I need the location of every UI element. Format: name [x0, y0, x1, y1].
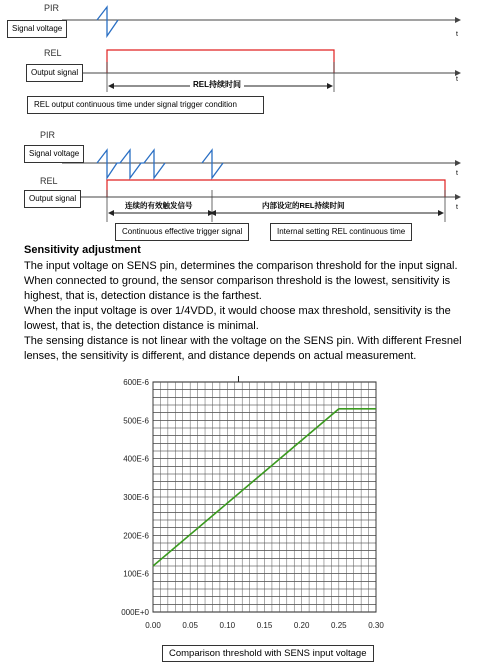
continuous-trigger-box: Continuous effective trigger signal: [115, 223, 249, 241]
rel-output-1: [107, 50, 334, 73]
y-tick-label: 400E-6: [123, 454, 149, 464]
rel-label-1: REL: [44, 48, 62, 58]
y-tick-label: 000E+0: [121, 608, 149, 617]
output-signal-box-2: Output signal: [24, 190, 81, 208]
y-tick-label: 200E-6: [123, 531, 149, 541]
internal-setting-box: Internal setting REL continuous time: [270, 223, 412, 241]
pir-pulses-2a: [97, 150, 165, 178]
section-title: Sensitivity adjustment: [24, 244, 141, 256]
t-label-2a: t: [456, 170, 458, 177]
pir-label-1: PIR: [44, 3, 60, 13]
x-tick-label: 0.30: [368, 621, 384, 630]
t-label-1b: t: [456, 76, 458, 83]
sensitivity-paragraph-2: When the input voltage is over 1/4VDD, it would choose max threshold, sensitivity is the lowest, that is, the detection distance is minimal.: [24, 305, 451, 332]
rel-hold-label: REL持续时间: [190, 79, 244, 90]
rel-label-2: REL: [40, 176, 58, 186]
continuous-trigger-cn: 连续的有效触发信号: [125, 201, 193, 210]
internal-setting-cn: 内部设定的REL持续时间: [262, 201, 345, 210]
pir-pulse-1: [97, 7, 118, 36]
sensitivity-paragraph-3: The sensing distance is not linear with the voltage on the SENS pin. With different Fresnel lenses, the sensitivity is different, and distance depends on actual measurement.: [24, 335, 462, 362]
signal-voltage-box-2: Signal voltage: [24, 145, 84, 163]
y-tick-label: 500E-6: [123, 416, 149, 426]
pir-label-2: PIR: [40, 130, 56, 140]
x-tick-label: 0.25: [331, 621, 347, 630]
chart-caption: Comparison threshold with SENS input voltage: [162, 645, 374, 662]
signal-voltage-box-1: Signal voltage: [7, 20, 67, 38]
x-tick-label: 0.10: [219, 621, 236, 630]
sensitivity-paragraph-1: The input voltage on SENS pin, determines the comparison threshold for the input signal. When connected to ground, the sensor comparison threshold is the lowest, sensitivity is highest, that is, detection distance is the farthest.: [24, 260, 458, 302]
output-signal-box-1: Output signal: [26, 64, 83, 82]
pir-pulse-2b: [202, 150, 223, 178]
t-label-2b: t: [456, 204, 458, 211]
y-tick-label: 600E-6: [123, 378, 149, 387]
x-tick-label: 0.05: [182, 621, 198, 630]
x-tick-label: 0.00: [145, 621, 161, 630]
y-tick-label: 300E-6: [123, 493, 149, 502]
x-tick-label: 0.15: [256, 621, 273, 630]
x-tick-label: 0.20: [293, 621, 310, 630]
threshold-chart: [0, 370, 479, 640]
y-tick-label: 100E-6: [123, 569, 149, 579]
rel-output-2: [107, 180, 445, 197]
pir-axis-1-arrow: [455, 17, 461, 23]
rel-caption-1: REL output continuous time under signal trigger condition: [27, 96, 264, 114]
t-label-1a: t: [456, 31, 458, 38]
